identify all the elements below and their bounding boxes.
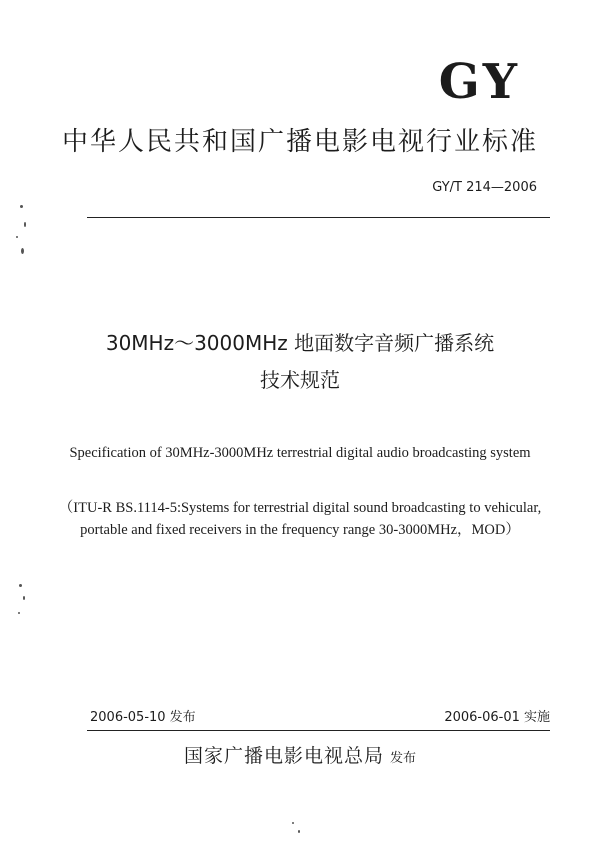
scan-speck <box>19 584 22 587</box>
top-divider <box>87 217 550 218</box>
itu-reference-line2: portable and fixed receivers in the frequency range 30-3000MHz，MOD） <box>80 522 520 538</box>
scan-speck <box>292 822 294 824</box>
scan-speck <box>18 612 20 614</box>
gy-logo: GY <box>438 54 520 110</box>
document-title-line1: 30MHz～3000MHz 地面数字音频广播系统 <box>105 331 495 355</box>
implementation-date: 2006-06-01 实施 <box>444 710 550 725</box>
standard-code: GY/T 214—2006 <box>432 180 537 195</box>
issue-date: 2006-05-10 发布 <box>90 710 196 725</box>
publisher <box>0 743 600 772</box>
scan-speck <box>20 205 23 208</box>
publisher-label: 发布 <box>390 751 417 766</box>
scan-speck <box>16 236 18 238</box>
english-title: Specification of 30MHz-3000MHz terrestrial digital audio broadcasting system <box>69 445 531 461</box>
scan-speck <box>21 248 24 254</box>
itu-reference-line1: （ITU-R BS.1114-5:Systems for terrestrial digital sound broadcasting to vehicular, <box>58 500 542 516</box>
document-title-line2: 技术规范 <box>260 368 340 392</box>
organization-title: 中华人民共和国广播电影电视行业标准 <box>61 127 538 157</box>
scan-speck <box>24 222 26 227</box>
scan-speck <box>23 596 25 600</box>
itu-reference <box>0 497 600 541</box>
scan-speck <box>298 830 300 833</box>
bottom-divider <box>87 730 550 731</box>
publisher-name: 国家广播电影电视总局 <box>183 745 384 767</box>
